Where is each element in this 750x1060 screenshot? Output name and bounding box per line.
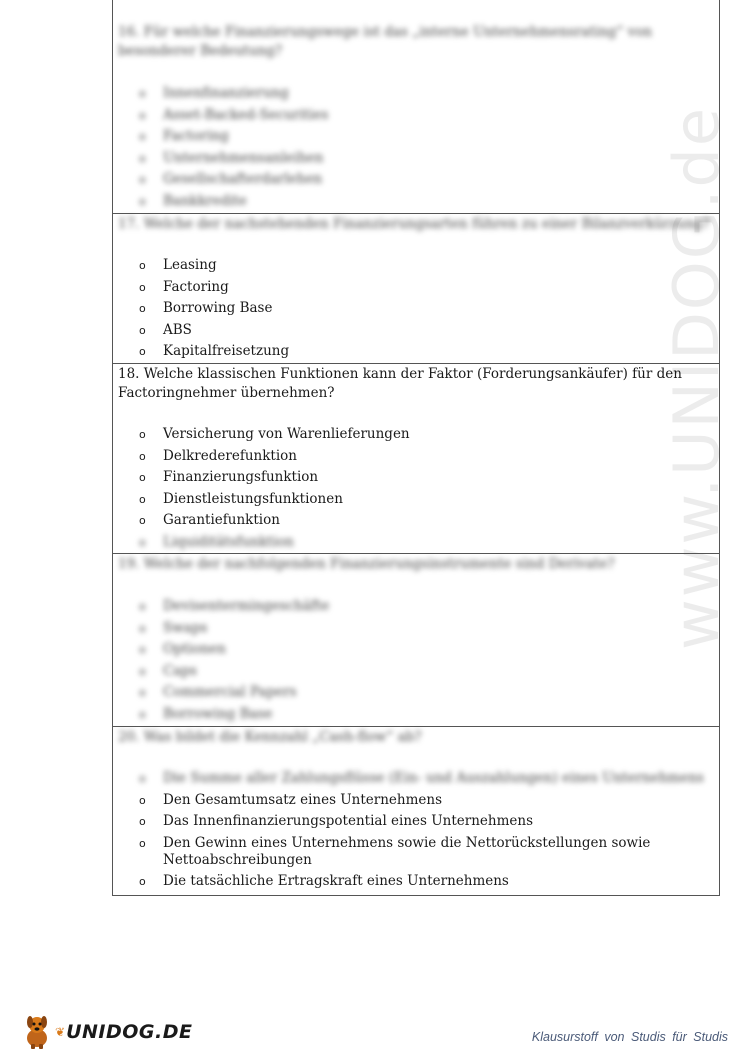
option: o Asset-Backed-Securities [139, 105, 711, 127]
dog-icon [22, 1014, 52, 1050]
option: o Den Gewinn eines Unternehmens sowie die Nettorückstellungen sowie Nettoabschreibungen [139, 834, 651, 868]
option: o Dienstleistungsfunktionen [139, 489, 711, 511]
bullet-icon: o [139, 428, 146, 441]
bullet-icon: o [139, 514, 146, 527]
option: o ABS [139, 320, 711, 342]
option: o Innenfinanzierung [139, 83, 711, 105]
bullet-icon: o [139, 449, 146, 463]
question-16-text: 16. Für welche Finanzierungswege ist das „interne Unternehmensrating“ von besonderer Bedeutung? [118, 24, 653, 59]
option: o Bankkredite [139, 191, 711, 213]
question-17-options [139, 255, 711, 363]
unidog-logo [22, 1012, 192, 1052]
option: o Die Summe aller Zahlungsflüsse (Ein- und Auszahlungen) eines Unternehmens [139, 768, 711, 790]
question-18-text: 18. Welche klassischen Funktionen kann der Faktor (Forderungsankäufer) für den Factoringnehmer übernehmen? [118, 366, 682, 401]
bullet-icon: o [139, 173, 146, 186]
bullet-icon: o [139, 130, 146, 143]
bullet-icon: o [139, 664, 146, 678]
option: o Devisentermingeschäfte [139, 596, 711, 618]
bullet-icon: o [139, 471, 146, 484]
option: o Liquiditätsfunktion [139, 532, 711, 554]
option: o Garantiefunktion [139, 510, 711, 532]
question-divider [113, 726, 719, 727]
logo-text: UNIDOG.DE [66, 1021, 193, 1043]
bullet-icon: o [139, 345, 146, 358]
bullet-icon: o [139, 151, 146, 165]
question-20-text: 20. Was bildet die Kennzahl „Cash-flow“ ab? [118, 729, 422, 745]
question-16-options [139, 83, 711, 212]
bullet-icon: o [139, 535, 146, 549]
bullet-icon: o [139, 600, 146, 613]
bullet-icon: o [139, 492, 146, 506]
option: o Factoring [139, 277, 711, 299]
question-19-text: 19. Welche der nachfolgenden Finanzierungsinstrumente sind Derivate? [118, 556, 615, 572]
bullet-icon: o [139, 621, 146, 635]
bullet-icon: o [139, 772, 146, 785]
watermark: www.UNIDOG.de [660, 106, 733, 650]
bullet-icon: o [139, 87, 146, 100]
option: o Unternehmensanleihen [139, 148, 711, 170]
exam-table [112, 0, 720, 896]
option: o Das Innenfinanzierungspotential eines Unternehmens [139, 811, 711, 833]
bullet-icon: o [139, 874, 146, 888]
question-divider [113, 213, 719, 214]
option: o Finanzierungsfunktion [139, 467, 711, 489]
option: o Optionen [139, 639, 711, 661]
bullet-icon: o [139, 108, 146, 122]
option: o Commercial Papers [139, 682, 711, 704]
question-20-options [139, 768, 711, 892]
bullet-icon: o [139, 194, 146, 208]
option: o Versicherung von Warenlieferungen [139, 424, 711, 446]
option: o Leasing [139, 255, 711, 277]
bullet-icon: o [139, 280, 146, 294]
bullet-icon: o [139, 686, 146, 699]
option: o Swaps [139, 618, 711, 640]
option: o Gesellschafterdarlehen [139, 169, 711, 191]
bullet-icon: o [139, 707, 146, 721]
bullet-icon: o [139, 793, 146, 807]
option: o Delkrederefunktion [139, 446, 711, 468]
question-18-options [139, 424, 711, 553]
bullet-icon: o [139, 259, 146, 272]
option: o Die tatsächliche Ertragskraft eines Unternehmens [139, 871, 711, 893]
footer-tagline: Klausurstoff von Studis für Studis [531, 1030, 728, 1044]
option: o Borrowing Base [139, 298, 711, 320]
question-17-text: 17. Welche der nachstehenden Finanzierungsarten führen zu einer Bilanzverkürzung? [118, 216, 710, 232]
question-19-options [139, 596, 711, 725]
question-divider [113, 363, 719, 364]
option: o Factoring [139, 126, 711, 148]
bullet-icon: o [139, 836, 146, 850]
bullet-icon: o [139, 323, 146, 337]
option: o Den Gesamtumsatz eines Unternehmens [139, 790, 711, 812]
option: o Kapitalfreisetzung [139, 341, 711, 363]
option: o Caps [139, 661, 711, 683]
question-divider [113, 553, 719, 554]
option: o Borrowing Base [139, 704, 711, 726]
paw-icon: ❦ [55, 1025, 66, 1039]
bullet-icon: o [139, 643, 146, 656]
bullet-icon: o [139, 302, 146, 315]
bullet-icon: o [139, 815, 146, 828]
